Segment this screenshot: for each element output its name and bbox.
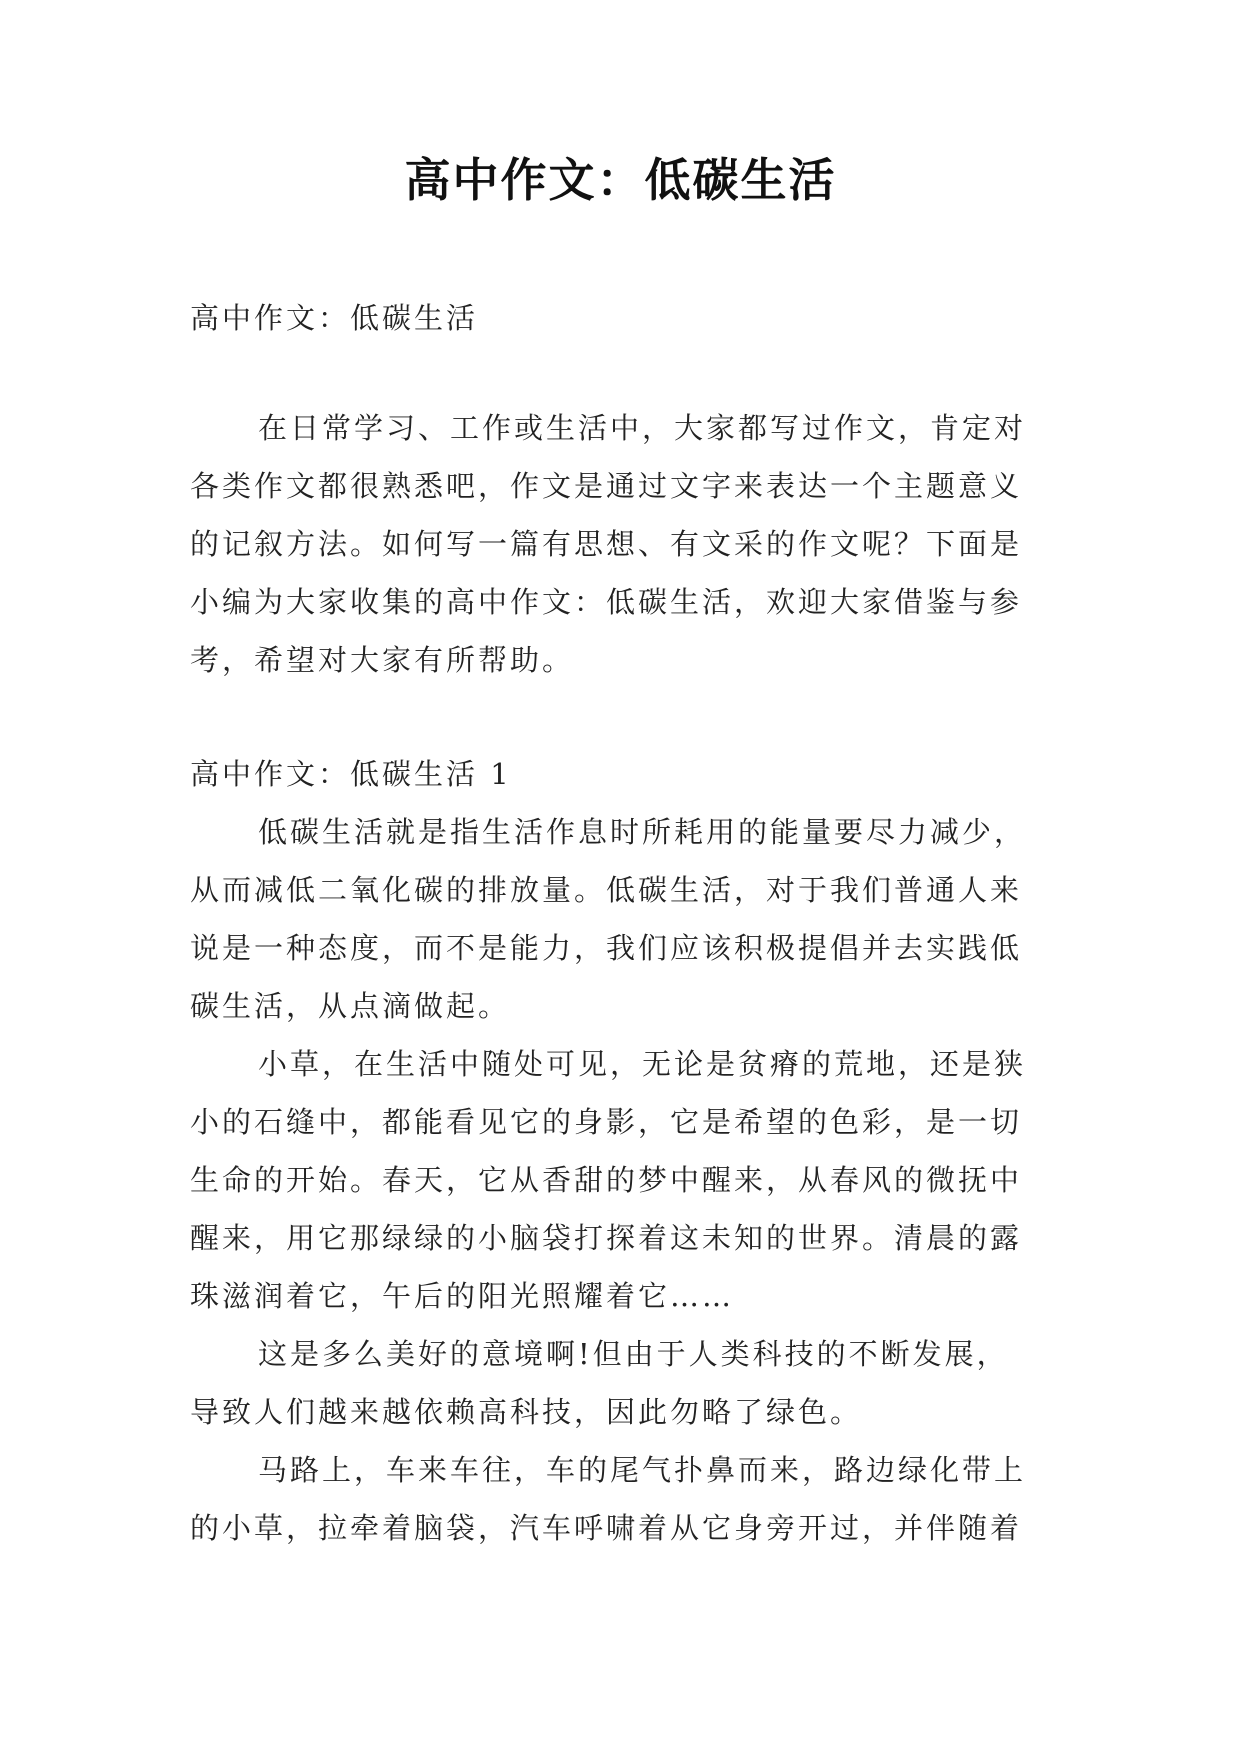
paragraph-line: 这是多么美好的意境啊!但由于人类科技的不断发展， — [258, 1337, 1009, 1371]
paragraph-line: 的小草，拉牵着脑袋，汽车呼啸着从它身旁开过，并伴随着 — [190, 1511, 1023, 1545]
document-body — [190, 289, 1060, 1557]
intro-line: 在日常学习、工作或生活中，大家都写过作文，肯定对 — [258, 411, 1027, 445]
spacer — [190, 347, 1060, 399]
intro-line: 小编为大家收集的高中作文：低碳生活，欢迎大家借鉴与参 — [190, 585, 1023, 619]
paragraph-line: 低碳生活就是指生活作息时所耗用的能量要尽力减少， — [258, 815, 1027, 849]
intro-line: 考，希望对大家有所帮助。 — [190, 643, 575, 677]
paragraph-line: 小的石缝中，都能看见它的身影，它是希望的色彩，是一切 — [190, 1105, 1023, 1139]
subtitle: 高中作文：低碳生活 — [190, 301, 479, 335]
paragraph-line: 珠滋润着它，午后的阳光照耀着它…… — [190, 1279, 735, 1313]
intro-paragraph — [190, 399, 1060, 689]
intro-line: 各类作文都很熟悉吧，作文是通过文字来表达一个主题意义 — [190, 469, 1023, 503]
paragraph-1 — [190, 803, 1060, 1035]
paragraph-line: 导致人们越来越依赖高科技，因此勿略了绿色。 — [190, 1395, 863, 1429]
section-heading: 高中作文：低碳生活 1 — [190, 757, 512, 791]
document-title: 高中作文：低碳生活 — [404, 153, 837, 207]
paragraph-line: 说是一种态度，而不是能力，我们应该积极提倡并去实践低 — [190, 931, 1023, 965]
paragraph-line: 小草，在生活中随处可见，无论是贫瘠的荒地，还是狭 — [258, 1047, 1027, 1081]
paragraph-line: 碳生活，从点滴做起。 — [190, 989, 511, 1023]
intro-line: 的记叙方法。如何写一篇有思想、有文采的作文呢？下面是 — [190, 527, 1023, 561]
paragraph-2 — [190, 1035, 1060, 1325]
paragraph-line: 马路上，车来车往，车的尾气扑鼻而来，路边绿化带上 — [258, 1453, 1027, 1487]
paragraph-line: 醒来，用它那绿绿的小脑袋打探着这未知的世界。清晨的露 — [190, 1221, 1023, 1255]
paragraph-line: 从而减低二氧化碳的排放量。低碳生活，对于我们普通人来 — [190, 873, 1023, 907]
spacer — [190, 689, 1060, 745]
paragraph-3 — [190, 1325, 1060, 1441]
paragraph-4 — [190, 1441, 1060, 1557]
paragraph-line: 生命的开始。春天，它从香甜的梦中醒来，从春风的微抚中 — [190, 1163, 1023, 1197]
